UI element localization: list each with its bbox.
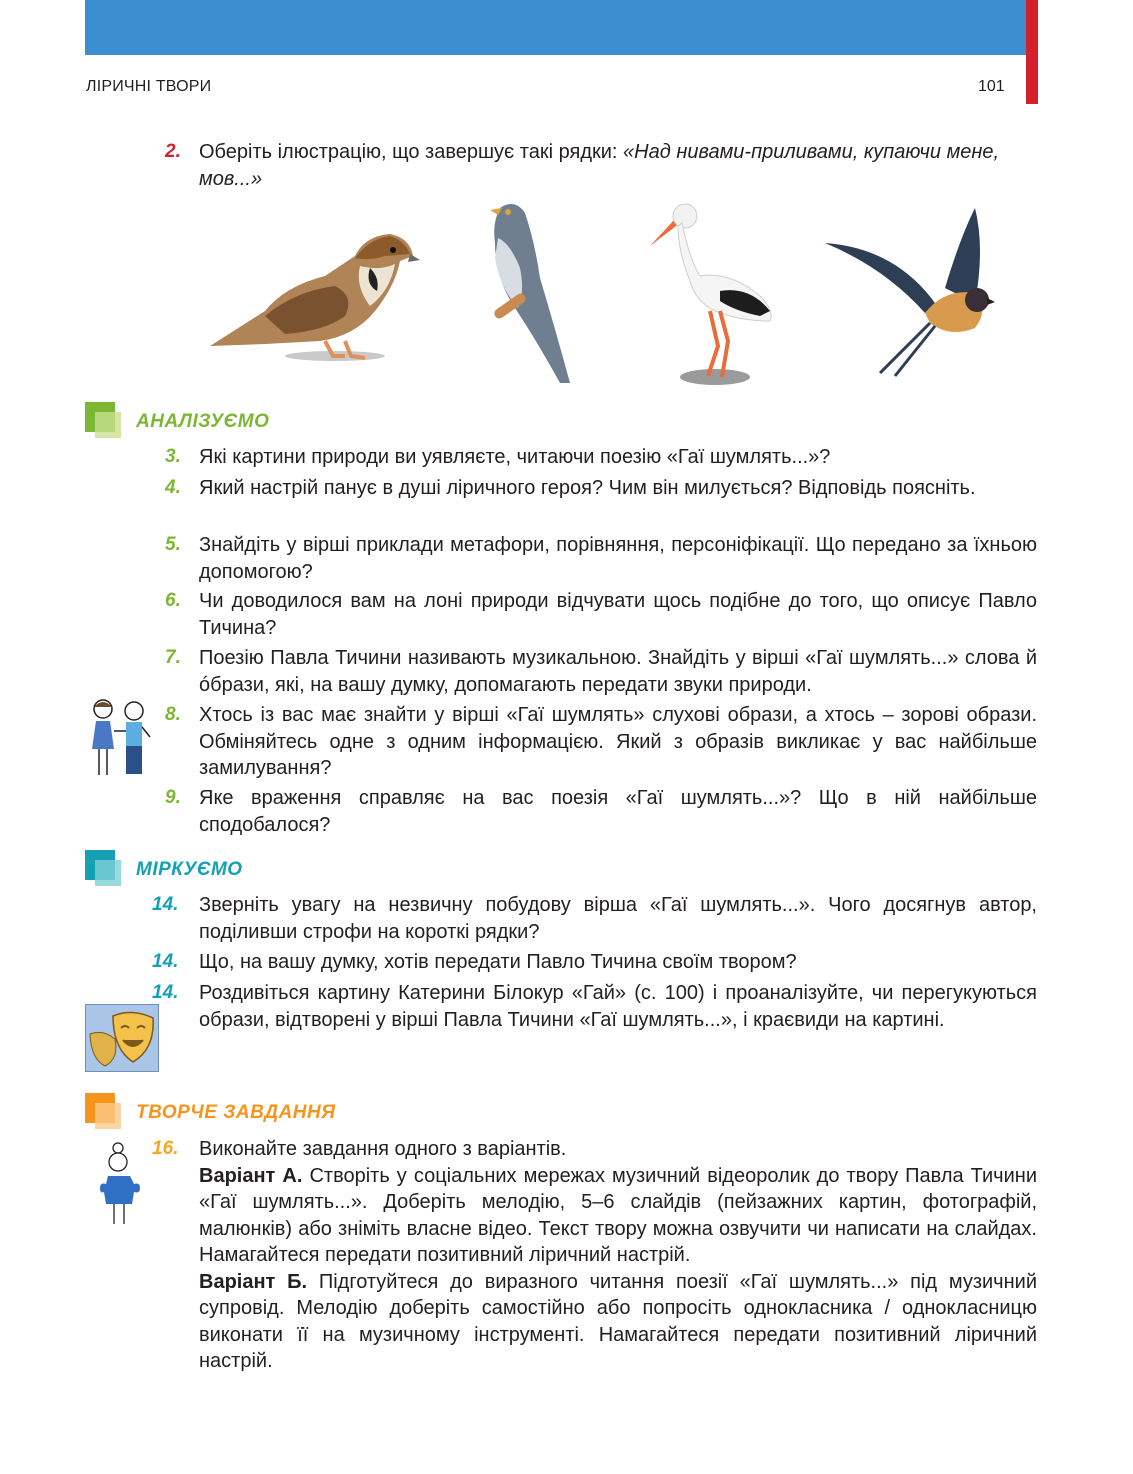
running-head: ЛІРИЧНІ ТВОРИ [86,78,212,95]
question-number: 6. [165,590,181,611]
question-14c [152,980,1037,1033]
task-text: Оберіть ілюстрацію, що завершує такі рядки: [199,141,624,163]
section-marker-shadow [95,1103,121,1129]
question-9 [165,785,1037,838]
task-2 [165,139,1037,192]
section-title-reason: МІРКУЄМО [136,859,243,880]
variant-b-text: Підготуйтеся до виразного читання поезії «Гаї шумлять...» під музичний супровід. Мелодію доберіть самостійно або попросіть однокласника / однокласницю виконати її на музичному інструменті. Намагайтеся передати позитивний ліричний настрій. [199,1270,1037,1372]
page-number: 101 [978,78,1005,95]
question-5 [165,532,1037,585]
creative-girl-icon [100,1142,145,1226]
question-number: 14. [152,894,179,915]
question-number: 3. [165,446,181,467]
question-text: Роздивіться картину Катерини Білокур «Гай» (с. 100) і проаналізуйте, чи перегукуються образи, відтворені у вірші Павла Тичини «Гаї шумлять...», і краєвиди на картині. [199,982,1037,1031]
creative-task-16 [152,1136,1037,1375]
question-number: 14. [152,982,179,1003]
bird-illustrations [200,198,1000,388]
question-number: 8. [165,704,181,725]
question-text: Який настрій панує в душі ліричного героя? Чим він милується? Відповідь поясніть. [199,477,976,499]
task-number: 16. [152,1138,179,1159]
question-text: Чи доводилося вам на лоні природи відчувати щось подібне до того, що описує Павло Тичина? [199,590,1037,639]
variant-b-label: Варіант Б. [199,1270,308,1293]
swallow-illustration [825,208,995,378]
sparrow-illustration [205,216,420,361]
question-4 [165,475,1037,502]
question-number: 7. [165,647,181,668]
variant-a-label: Варіант А. [199,1164,303,1187]
task-quote: «Над нивами-приливами, купаючи мене, мов...» [199,141,1000,190]
question-14b [152,949,1037,976]
question-8 [165,702,1037,782]
task-number: 2. [165,141,181,162]
variant-a-text: Створіть у соціальних мережах музичний відеоролик до твору Павла Тичини «Гаї шумлять...». Доберіть мелодію, 5–6 слайдів (пейзажних картин, фотографій, малюнків) або зніміть власне відео. Текст твору можна озвучити чи написати на слайдах. Намагайтеся передати позитивний ліричний настрій. [199,1164,1037,1266]
question-text: Яке враження справляє на вас поезія «Гаї шумлять...»? Що в ній найбільше сподобалося? [199,787,1037,836]
page-edge-marker [1026,0,1038,104]
question-14a [152,892,1037,945]
pair-work-icon [86,697,156,779]
stork-illustration [650,201,785,386]
question-number: 5. [165,534,181,555]
question-3 [165,444,1037,471]
question-7 [165,645,1037,698]
question-text: Знайдіть у вірші приклади метафори, порівняння, персоніфікації. Що передано за їхньою допомогою? [199,534,1037,583]
section-marker-shadow [95,412,121,438]
theatre-masks-icon [85,1004,159,1072]
question-text: Що, на вашу думку, хотів передати Павло Тичина своїм твором? [199,951,797,973]
section-title-analyze: АНАЛІЗУЄМО [136,411,270,432]
question-text: Поезію Павла Тичини називають музикальною. Знайдіть у вірші «Гаї шумлять...» слова й óбрази, які, на вашу думку, допомагають передати звуки природи. [199,647,1037,696]
question-number: 14. [152,951,179,972]
question-number: 9. [165,787,181,808]
section-title-creative: ТВОРЧЕ ЗАВДАННЯ [136,1102,336,1123]
question-number: 4. [165,477,181,498]
question-text: Хтось із вас має знайти у вірші «Гаї шумлять» слухові образи, а хтось – зорові образи. Обміняйтесь одне з одним інформацією. Який з образів викликає у вас найбільше замилування? [199,704,1037,779]
question-text: Зверніть увагу на незвичну побудову вірша «Гаї шумлять...». Чого досягнув автор, поділивши строфи на короткі рядки? [199,894,1037,943]
question-6 [165,588,1037,641]
creative-intro: Виконайте завдання одного з варіантів. [199,1138,567,1160]
top-color-bar [85,0,1037,55]
cuckoo-illustration [480,198,580,388]
question-text: Які картини природи ви уявляєте, читаючи поезію «Гаї шумлять...»? [199,446,831,468]
section-marker-shadow [95,860,121,886]
